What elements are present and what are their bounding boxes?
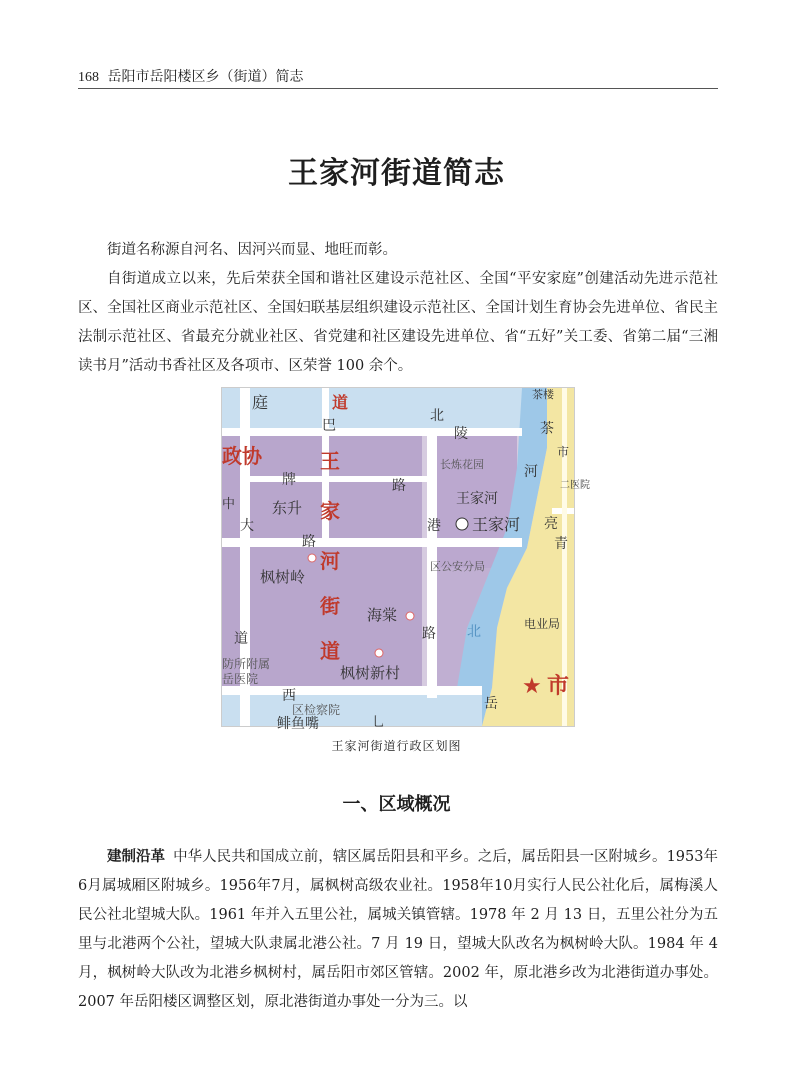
road-h1 <box>222 428 522 436</box>
fengshuling-marker <box>308 554 316 562</box>
label-dao-top: 道 <box>332 393 349 412</box>
label-yue: 岳 <box>484 696 498 712</box>
page-title: 王家河街道简志 <box>288 156 505 191</box>
label-shi2: 市 <box>547 674 570 699</box>
map-caption: 王家河街道行政区划图 <box>331 739 462 753</box>
label-jia: 家 <box>320 499 340 523</box>
label-dao-left: 道 <box>234 631 248 647</box>
star-icon: ★ <box>522 674 542 699</box>
label-fangsuo: 防所附属 <box>222 657 271 671</box>
label-liang: 亮 <box>544 516 558 532</box>
label-lu2: 路 <box>302 534 316 550</box>
label-he: 河 <box>320 549 340 573</box>
header-rule <box>78 88 718 89</box>
label-lu1: 路 <box>392 478 406 494</box>
paragraph-lead: 建制沿革 <box>107 849 166 865</box>
haitang-marker <box>406 612 414 620</box>
label-ba: 巴 <box>322 418 336 434</box>
label-ling: 陵 <box>454 426 468 442</box>
label-zhong: 中 <box>222 497 236 512</box>
label-fengshuxincun: 枫树新村 <box>340 664 401 682</box>
label-ting: 庭 <box>252 393 269 412</box>
label-eryiyuan: 二医院 <box>560 480 590 491</box>
label-da: 大 <box>240 518 254 534</box>
label-pai: 牌 <box>282 472 296 488</box>
label-qujianchayuan: 区检察院 <box>292 703 341 717</box>
label-fengshuling: 枫树岭 <box>260 568 306 586</box>
label-wangjiahe-1: 王家河 <box>456 491 498 507</box>
label-zhengxie: 政协 <box>222 444 262 468</box>
body-paragraph <box>78 843 718 1017</box>
label-jie: 街 <box>320 594 340 618</box>
label-chalou: 茶楼 <box>532 388 554 401</box>
label-xi: 西 <box>282 688 296 704</box>
label-qing: 青 <box>554 536 568 552</box>
label-haitang: 海棠 <box>367 606 398 624</box>
label-wang: 王 <box>320 449 340 473</box>
road-h2 <box>222 538 522 547</box>
label-dongsheng: 东升 <box>272 499 303 517</box>
station-icon <box>456 518 468 530</box>
section-heading: 一、区域概况 <box>342 794 451 815</box>
label-he2: 河 <box>524 464 538 480</box>
label-lu4: 路 <box>422 626 436 642</box>
district-map <box>221 387 590 732</box>
label-changlianhuayuan: 长炼花园 <box>440 458 484 471</box>
label-shi1: 市 <box>557 445 570 459</box>
label-bei: 北 <box>430 408 444 424</box>
bottom-area <box>222 693 482 726</box>
label-yueyiyuan: 岳医院 <box>222 672 259 686</box>
intro-paragraph-1: 街道名称源自河名、因河兴而显、地旺而彰。 <box>107 242 397 258</box>
label-dao-red: 道 <box>320 639 340 663</box>
label-dianyeju: 电业局 <box>524 617 561 631</box>
label-wangjiahe-2: 王家河 <box>472 515 521 534</box>
page-number: 168 <box>78 70 99 85</box>
label-gang: 港 <box>427 518 441 534</box>
paragraph-text: 中华人民共和国成立前，辖区属岳阳县和平乡。之后，属岳阳县一区附城乡。1953年6月属城厢区附城乡。1956年7月，属枫树高级农业社。1958年10月实行人民公社化后，属梅溪人民公社北望城大队。1961 年并入五里公社，属城关镇管辖。1978 年 2 月 13 日，五里公社分为五里与北港两个公社，望城大队隶属北港公社。7 月 19 日，望城大队改名为枫树岭大队。1984 年 4 月，枫树岭大队改为北港乡枫树村，属岳阳市郊区管辖。2002 年，原北港乡改为北港街道办事处。2007 年岳阳楼区调整区划，原北港街道办事处一分为三。以 <box>78 849 718 1010</box>
running-header <box>78 66 718 88</box>
intro-paragraph-2: 自街道成立以来，先后荣获全国和谐社区建设示范社区、全国“平安家庭”创建活动先进示范社区、全国社区商业示范社区、全国妇联基层组织建设示范社区、全国计划生育协会先进单位、省民主法制示范社区、省最充分就业社区、省党建和社区建设先进单位、省“五好”关工委、省第二届“三湘读书月”活动书香社区及各项市、区荣誉 100 余个。 <box>78 271 718 374</box>
label-ru: 乚 <box>372 715 386 730</box>
label-biyuzui: 鲱鱼嘴 <box>277 716 319 732</box>
fengshuxincun-marker <box>375 649 383 657</box>
book-title: 岳阳市岳阳楼区乡（街道）简志 <box>107 69 304 85</box>
label-qugonganfenju: 区公安分局 <box>430 560 485 573</box>
label-cha: 茶 <box>540 421 554 437</box>
label-bei2: 北 <box>467 624 481 640</box>
road-h3 <box>222 686 482 695</box>
